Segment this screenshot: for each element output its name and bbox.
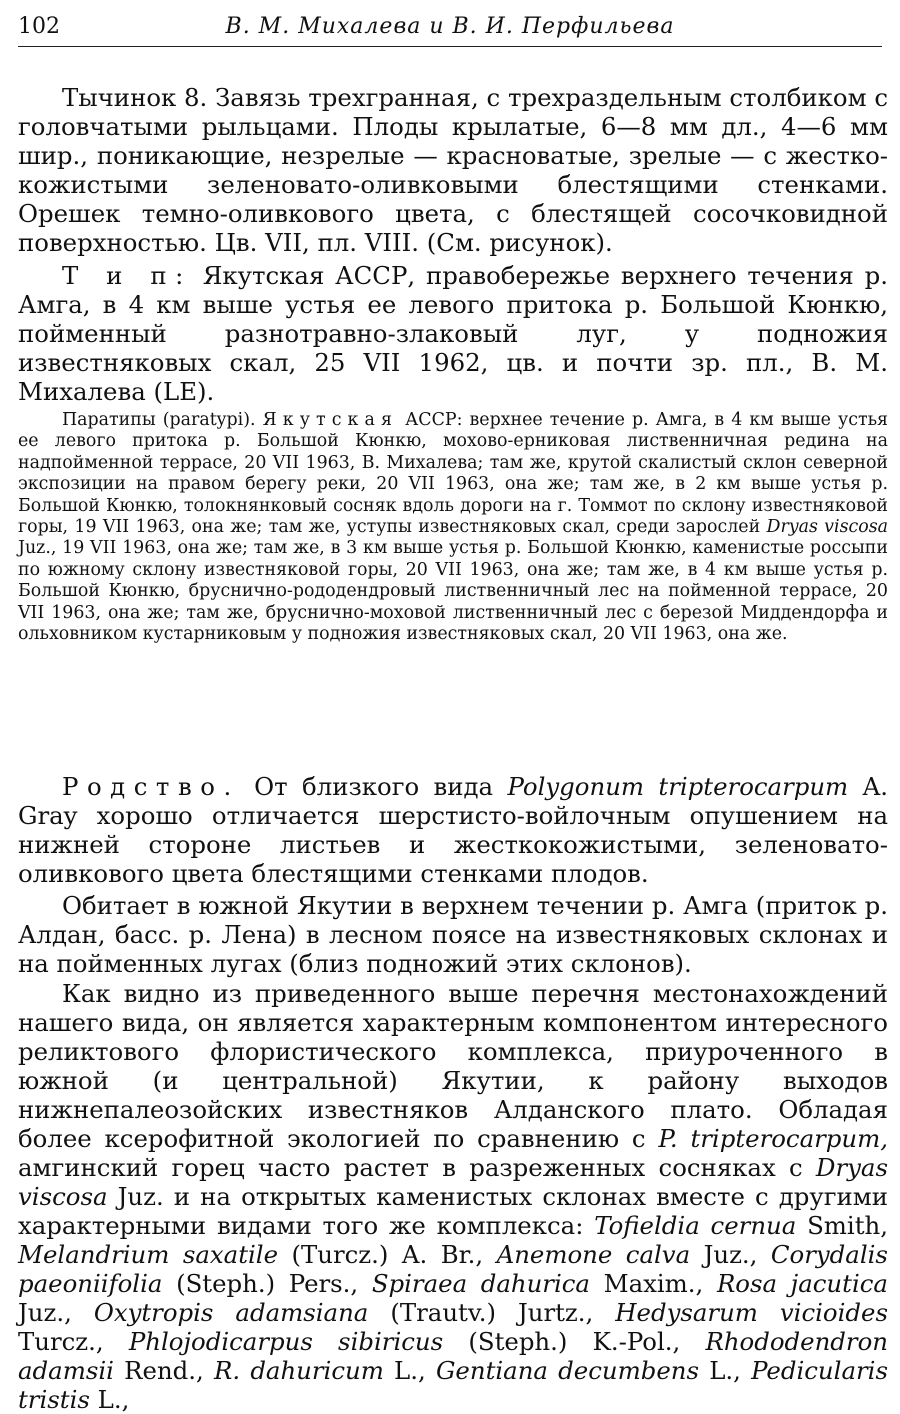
ecology-text-4: Smith, [807, 1211, 888, 1240]
paratypes-region: Якутская [262, 410, 399, 430]
habitat-text: Обитает в южной Якутии в верхнем течении р. Амга (приток р. Алдан, басс. р. Лена) в лесном поясе на известняковых склонах и на пойменных лугах (близ подножий этих склонов). [18, 891, 888, 978]
paratypes-paragraph [18, 410, 888, 645]
type-text: Якутская АССР, правобережье верхнего течения р. Амга, в 4 км выше устья ее левого притока р. Большой Кюнкю, пойменный разнотравно-злаковый луг, у подножия известняковых скал, 25 VII 1962, цв. и почти зр. пл., В. М. Михалева (LE). [18, 261, 888, 406]
ecology-species-2: Dryas viscosa [18, 1153, 888, 1211]
ecology-text-6: Juz., [703, 1240, 758, 1269]
affinity-text-1: От близкого вида [254, 772, 494, 801]
ecology-species-7: Spiraea dahurica [371, 1269, 590, 1298]
ecology-paragraph [18, 979, 888, 1414]
type-specimen-paragraph [18, 261, 888, 406]
ecology-species-11: Phlojodicarpus sibiricus [128, 1327, 444, 1356]
ecology-species-13: R. dahuricum [214, 1356, 384, 1385]
ecology-text-3: Juz. и на открытых каменистых склонах вместе с другими характерными видами того же комплекса: [18, 1182, 888, 1240]
ecology-text-7: (Steph.) Pers., [176, 1269, 359, 1298]
ecology-text-11: Turcz., [18, 1327, 104, 1356]
type-label: Т и п: [62, 261, 192, 290]
ecology-text-2: амгинский горец часто растет в разреженных сосняках с [18, 1153, 803, 1182]
ecology-text-5: (Turcz.) A. Br., [291, 1240, 484, 1269]
ecology-text-9: Juz., [18, 1298, 72, 1327]
ecology-text-15: L., [709, 1356, 741, 1385]
ecology-species-8: Rosa jacutica [716, 1269, 888, 1298]
paratypes-text-2: Juz., 19 VII 1963, она же; там же, в 3 км выше устья р. Большой Кюнкю, каменистые россыпи по южному склону известняковой горы, 20 VII 1963, она же; там же, в 4 км выше устья р. Большой Кюнкю, брусничнo-рододендровый лиственничный лес на пойменной террасе, 20 VII 1963, она же; там же, бруснично-моховой лиственничный лес с березой Миддендорфа и ольховником кустарниковым у подножия известняковых скал, 20 VII 1963, она же. [18, 538, 888, 645]
ecology-text-16: L., [97, 1385, 130, 1414]
ecology-text-10: (Trautv.) Jurtz., [390, 1298, 594, 1327]
ecology-species-5: Anemone calva [496, 1240, 691, 1269]
description-paragraph [18, 83, 888, 257]
page-header [18, 10, 882, 47]
ecology-text-14: L., [394, 1356, 426, 1385]
ecology-text-13: Rend., [124, 1356, 204, 1385]
ecology-species-12: Rhododendron adamsii [18, 1327, 888, 1385]
description-text: Тычинок 8. Завязь трехгранная, с трехраздельным столбиком с головчатыми рыльцами. Плоды крылатые, 6—8 мм дл., 4—6 мм шир., поникающие, незрелые — красноватые, зрелые — с жестко-кожистыми зеленовато-оливковыми блестящими стенками. Орешек темно-оливкового цвета, с блестящей сосочковидной поверхностью. Цв. VII, пл. VIII. (См. рисунок). [18, 83, 888, 257]
ecology-species-1: P. tripterocarpum, [658, 1124, 888, 1153]
ecology-species-14: Gentiana decumbens [435, 1356, 699, 1385]
ecology-text-8: Maxim., [603, 1269, 704, 1298]
running-title: В. М. Михалева и В. И. Перфильева [225, 14, 675, 39]
affinity-species-1: Polygonum tripterocarpum [507, 772, 849, 801]
ecology-species-4: Melandrium saxatile [18, 1240, 279, 1269]
paratypes-label: Паратипы (paratypi). [62, 410, 256, 430]
ecology-text-12: (Steph.) K.-Pol., [468, 1327, 681, 1356]
ecology-species-10: Hedysarum vicioides [615, 1298, 888, 1327]
habitat-paragraph [18, 891, 888, 978]
ecology-species-15: Pedicularis tristis [18, 1356, 888, 1414]
ecology-species-3: Tofieldia cernua [594, 1211, 797, 1240]
paratypes-species-1: Dryas viscosa [766, 517, 888, 538]
ecology-species-9: Oxytropis adamsiana [93, 1298, 369, 1327]
affinity-text-2: A. Gray хорошо отличается шерстисто-войлочным опушением на нижней стороне листьев и жесткокожистыми, зеленовато-оливкового цвета блестящими стенками плодов. [18, 772, 888, 888]
paratypes-text-1: АССР: верхнее течение р. Амга, в 4 км выше устья ее левого притока р. Большой Кюнкю, мохово-ерниковая лиственничная редина на надпойменной террасе, 20 VII 1963, В. Михалева; там же, крутой скалистый склон северной экспозиции на правом берегу реки, 20 VII 1963, она же; там же, в 2 км выше устья р. Большой Кюнкю, толокнянковый сосняк вдоль дороги на г. Томмот по склону известняковой горы, 19 VII 1963, она же; там же, уступы известняковых скал, среди зарослей [18, 410, 889, 538]
ecology-text-1: Как видно из приведенного выше перечня местонахождений нашего вида, он является характерным компонентом интересного реликтового флористического комплекса, приуроченного в южной (и центральной) Якутии, к району выходов нижнепалеозойских известняков Алданского плато. Обладая более ксерофитной экологией по сравнению с [18, 979, 888, 1153]
ecology-species-6: Corydalis paeoniifolia [18, 1240, 888, 1298]
affinity-label: Родство. [62, 772, 240, 801]
affinity-paragraph [18, 772, 888, 888]
page-number: 102 [18, 14, 60, 39]
